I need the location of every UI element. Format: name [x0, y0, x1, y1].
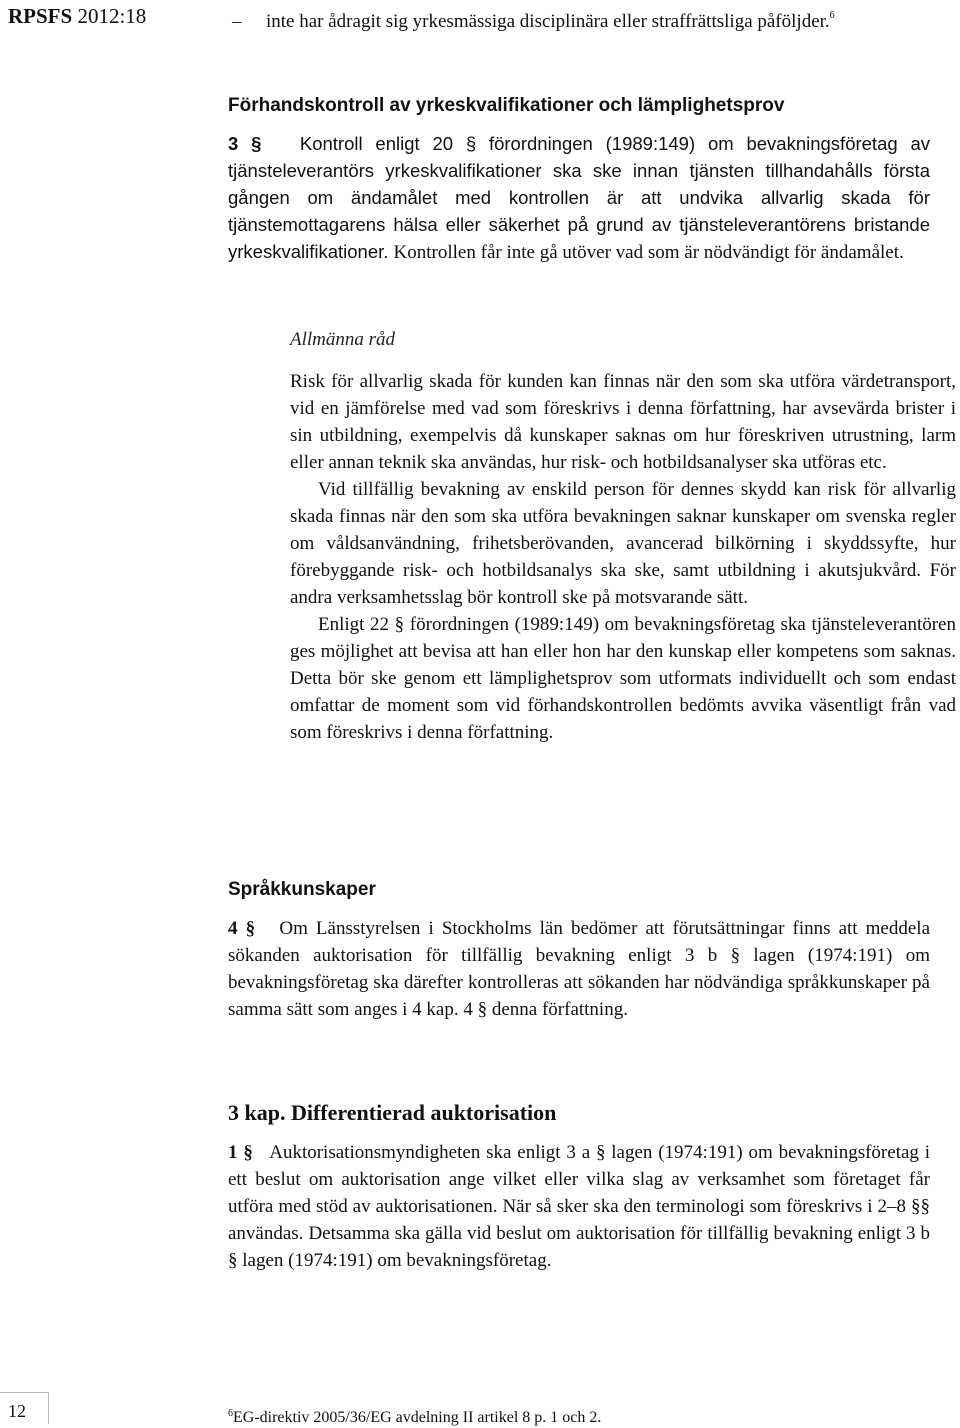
paragraph-number-2: 4 § — [228, 918, 256, 939]
paragraph-number: 3 § — [228, 133, 262, 154]
footnote-ref: 6 — [829, 10, 835, 21]
top-list-item — [232, 2, 938, 35]
section-foerhandskontroll — [228, 92, 930, 266]
page-number: 12 — [8, 1401, 26, 1421]
document-code: RPSFS 2012:18 — [8, 4, 147, 28]
advice-paragraph-2: Vid tillfällig bevakning av enskild person för dennes skydd kan risk för allvarlig skada finnas när den som ska utföra bevakningen saknar kunskaper om svenska regler om våldsanvändning, frihetsberövanden, avancerad bilkörning i skyddssyfte, hur förebyggande risk- och hotbildsanalys ska ske, samt utbildning i akutsjukvård. För andra verksamhetsslag bör kontroll ske på motsvarande sätt. — [290, 479, 956, 608]
top-item-text: inte har ådragit sig yrkesmässiga disciplinära eller straffrättsliga påföljder. — [266, 11, 830, 32]
chapter-heading: 3 kap. Differentierad auktorisation — [228, 1100, 557, 1125]
footnote — [228, 1404, 601, 1428]
advice-paragraph-3: Enligt 22 § förordningen (1989:149) om bevakningsföretag ska tjänsteleverantören ges möjlighet att bevisa att han eller hon har den kunskap eller kompetens som saknas. Detta bör ske genom ett lämplighetsprov som utformats individuellt och som endast omfattar de moment som vid förhandskontrollen bedömts avvika väsentligt från vad som föreskrivs i denna författning. — [290, 614, 956, 743]
general-advice — [290, 326, 956, 746]
advice-heading: Allmänna råd — [290, 329, 396, 350]
advice-paragraph-1: Risk för allvarlig skada för kunden kan finnas när den som ska utföra värdetransport, vid en jämförelse med vad som föreskrivs i denna författning, har avsevärda brister i sin utbildning, exempelvis då kunskaper saknas om hur föreskriven utrustning, larm eller annan teknik ska användas, hur risk- och hotbildsanalyser ska utföras etc. — [290, 371, 956, 473]
paragraph-tail: Kontrollen får inte gå utöver vad som är nödvändigt för ändamålet. — [393, 242, 904, 263]
chapter-3 — [228, 1098, 930, 1274]
footnote-number: 6 — [228, 1408, 233, 1419]
paragraph-4 — [228, 915, 930, 1023]
section-sprakkunskaper — [228, 876, 930, 1023]
paragraph-3 — [228, 130, 930, 266]
paragraph-text: Kontroll enligt 20 § förordningen (1989:149) om bevakningsföretag av tjänsteleverantörs yrkeskvalifikationer ska ske innan tjänsten tillhandahålls första gången om ändamålet med kontrollen är att undvika allvarlig skada för tjänstemottagarens hälsa eller säkerhet på grund av tjänsteleverantörens bristande yrkeskvalifikationer. — [228, 133, 931, 262]
paragraph-text-2: Om Länsstyrelsen i Stockholms län bedömer att förutsättningar finns att meddela sökanden auktorisation för tillfällig bevakning enligt 3 b § lagen (1974:191) om bevakningsföretag ska därefter kontrolleras att sökanden har nödvändiga språkkunskaper på samma sätt som anges i 4 kap. 4 § denna författning. — [228, 918, 931, 1020]
paragraph-number-3: 1 § — [228, 1142, 253, 1163]
section-heading-2: Språkkunskaper — [228, 879, 376, 900]
footnote-text: EG-direktiv 2005/36/EG avdelning II artikel 8 p. 1 och 2. — [233, 1409, 602, 1426]
dash-marker: – — [232, 11, 242, 32]
section-heading: Förhandskontroll av yrkeskvalifikationer och lämplighetsprov — [228, 95, 785, 116]
paragraph-text-3: Auktorisationsmyndigheten ska enligt 3 a § lagen (1974:191) om bevakningsföretag i ett beslut om auktorisation ange vilket eller vilka slag av verksamhet som företaget får utföra med stöd av auktorisationen. När så sker ska den terminologi som föreskrivs i 2–8 §§ användas. Detsamma ska gälla vid beslut om auktorisation för tillfällig bevakning enligt 3 b § lagen (1974:191) om bevakningsföretag. — [228, 1142, 931, 1271]
chapter-paragraph-1 — [228, 1139, 930, 1274]
